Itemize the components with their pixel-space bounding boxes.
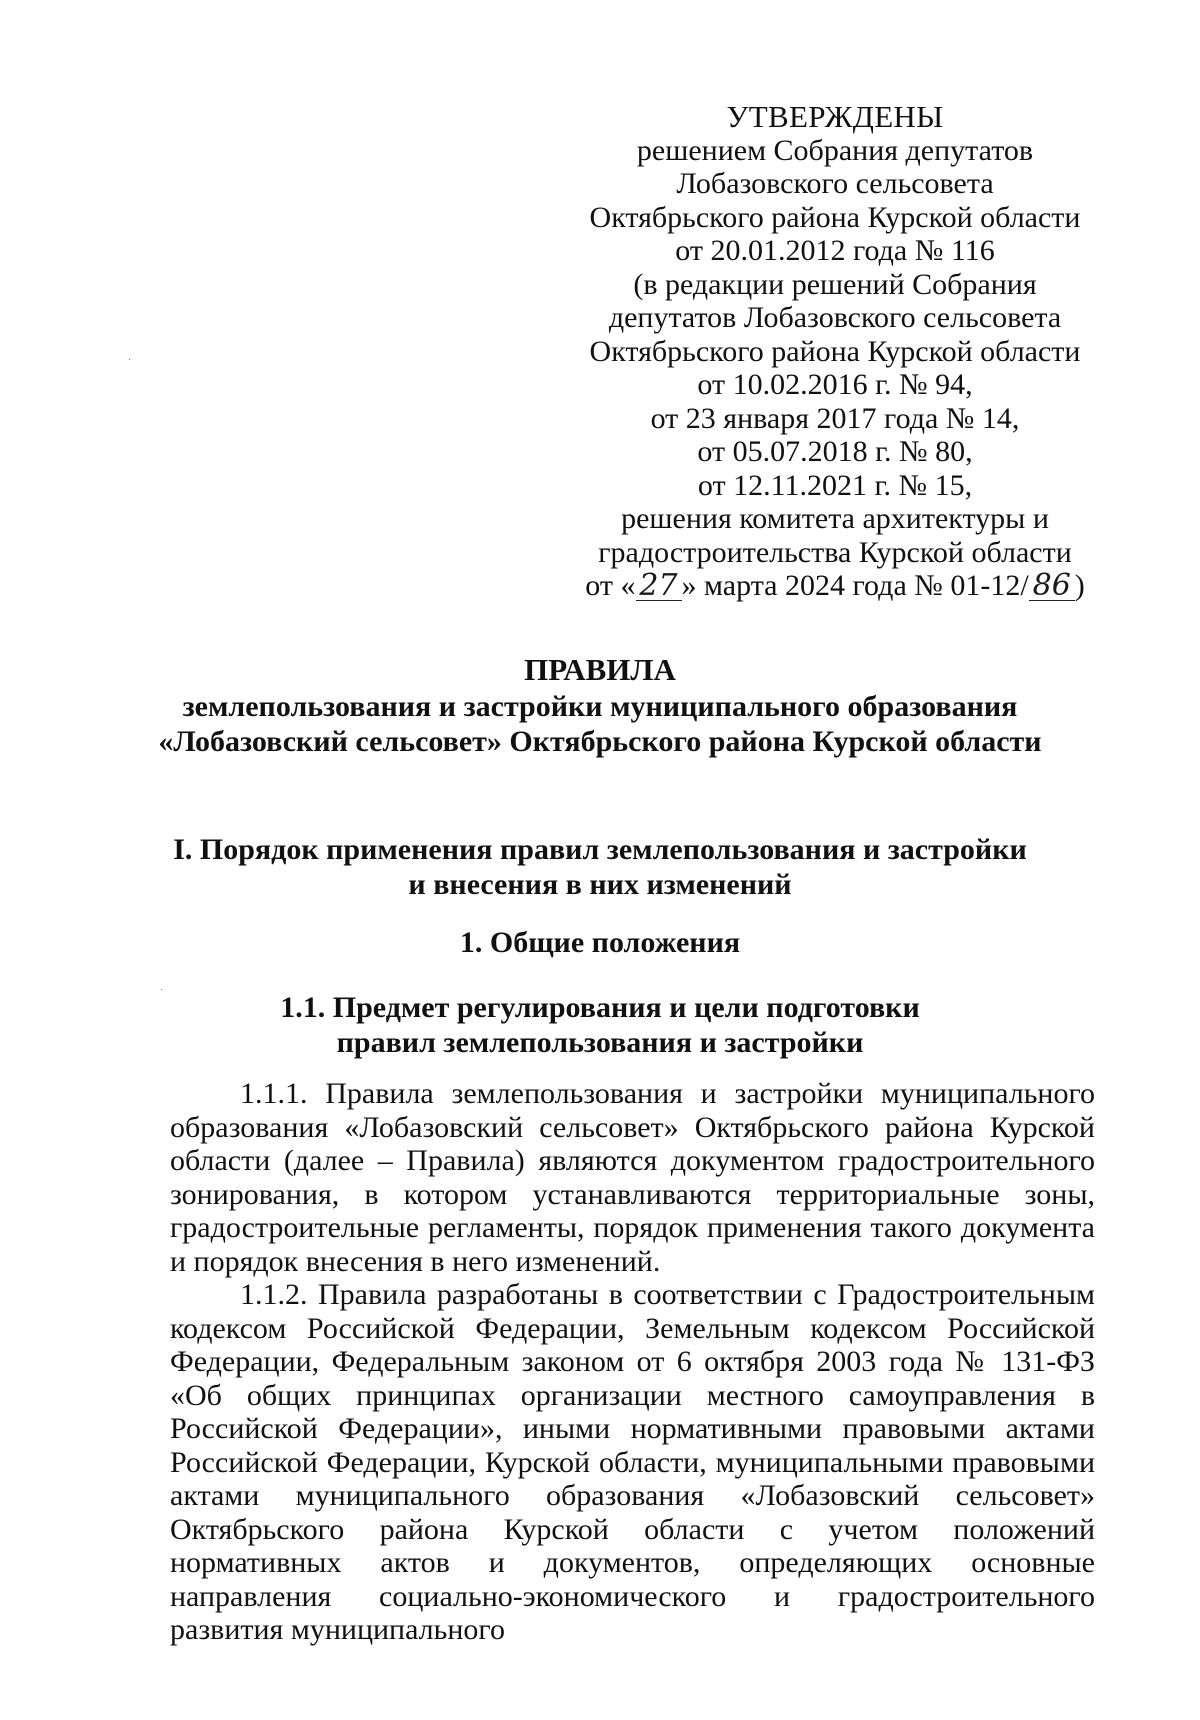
approval-line: решением Собрания депутатов	[636, 133, 1034, 167]
approval-line: от 12.11.2021 г. № 15,	[697, 468, 973, 502]
document-title: ПРАВИЛА	[524, 652, 676, 687]
approval-stamp-block	[560, 100, 1110, 603]
body-text	[170, 1077, 1095, 1647]
approval-last-middle: » марта 2024 года № 01-12/	[681, 569, 1029, 602]
approval-line: (в редакции решений Собрания	[633, 267, 1037, 301]
subsubsection-heading	[120, 990, 1080, 1060]
subsubsection-heading-line: правил землепользования и застройки	[336, 1026, 864, 1059]
paragraph-1-1-2: 1.1.2. Правила разработаны в соответствии с Градостроительным кодексом Российской Федерации, Земельным кодексом Российской Федерации, Федеральным законом от 6 октября 2003 года № 131-ФЗ «Об общих принципах организации местного самоуправления в Российской Федерации», иными нормативными правовыми актами Российской Федерации, Курской области, муниципальными правовыми актами муниципального образования «Лобазовский сельсовет» Октябрьского района Курской области с учетом положений нормативных актов и документов, определяющих основные направления социально-экономического и градостроительного развития муниципального	[170, 1278, 1095, 1646]
approval-line: от 05.07.2018 г. № 80,	[697, 435, 973, 468]
document-title-block	[120, 652, 1080, 759]
approval-line: Октябрьского района Курской области	[589, 200, 1081, 234]
document-title-line: землепользования и застройки муниципального образования	[182, 690, 1018, 723]
approval-line: Октябрьского района Курской области	[589, 334, 1081, 368]
approval-line: от 20.01.2012 года № 116	[675, 234, 995, 267]
approval-line: депутатов Лобазовского сельсовета	[608, 301, 1062, 334]
approval-last-suffix: )	[1074, 569, 1085, 602]
approval-title: УТВЕРЖДЕНЫ	[726, 99, 944, 134]
approval-line: от 10.02.2016 г. № 94,	[697, 368, 973, 401]
section-heading	[120, 832, 1080, 902]
subsection-heading: 1. Общие положения	[459, 926, 741, 959]
approval-last-prefix: от «	[585, 569, 636, 602]
section-heading-line: I. Порядок применения правил землепользования и застройки	[173, 833, 1027, 866]
approval-line: от 23 января 2017 года № 14,	[650, 401, 1020, 435]
approval-line: Лобазовского сельсовета	[676, 167, 994, 200]
scan-speck: ·	[128, 355, 132, 366]
approval-line: решения комитета архитектуры и	[621, 502, 1049, 535]
document-title-line: «Лобазовский сельсовет» Октябрьского района Курской области	[158, 725, 1042, 758]
approval-line: градостроительства Курской области	[598, 535, 1072, 569]
scan-speck: ·	[160, 985, 164, 996]
approval-last-line	[560, 569, 1110, 603]
handwritten-number: 86	[1029, 572, 1075, 601]
section-heading-line: и внесения в них изменений	[408, 868, 792, 901]
paragraph-1-1-1: 1.1.1. Правила землепользования и застройки муниципального образования «Лобазовский сельсовет» Октябрьского района Курской области (далее – Правила) являются документом градостроительного зонирования, в котором устанавливаются территориальные зоны, градостроительные регламенты, порядок применения такого документа и порядок внесения в него изменений.	[170, 1077, 1095, 1278]
handwritten-day: 27	[636, 572, 682, 601]
subsubsection-heading-line: 1.1. Предмет регулирования и цели подготовки	[280, 991, 920, 1024]
